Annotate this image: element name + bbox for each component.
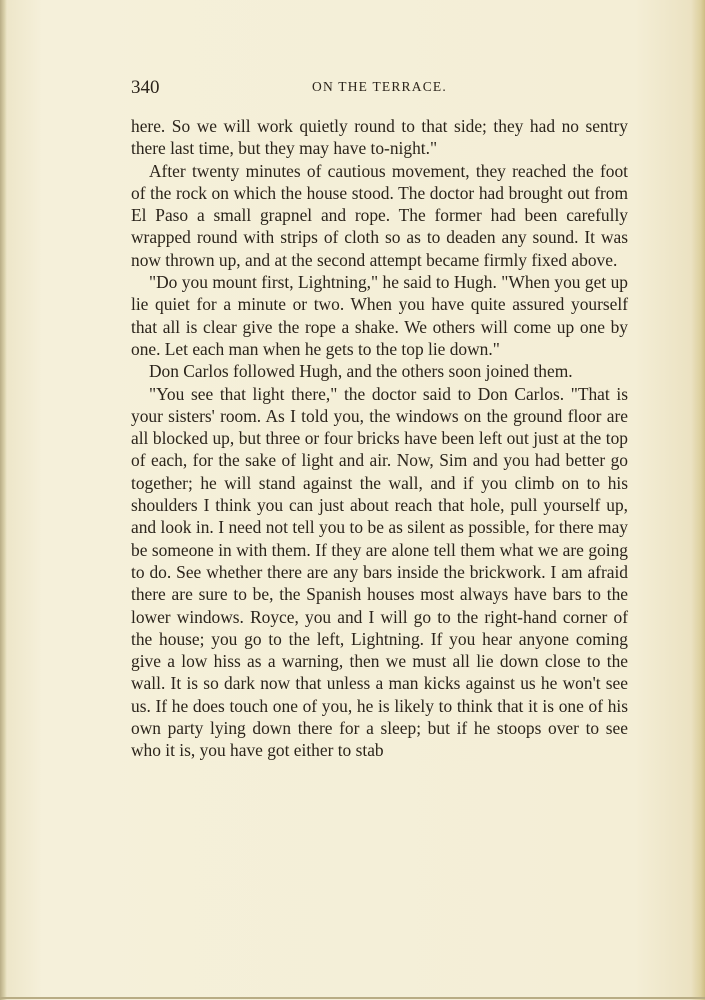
paragraph: Don Carlos followed Hugh, and the others soon joined them. — [149, 361, 573, 382]
body-text — [131, 115, 628, 762]
paragraph: "Do you mount first, Lightning," he said to Hugh. "When you get up lie quiet for a minute or two. When you have quite assured yourself that all is clear give the rope a shake. We others will come up one by one. Let each man when he gets to the top lie down." — [131, 272, 628, 359]
running-head: ON THE TERRACE. — [312, 79, 447, 94]
paragraph: "You see that light there," the doctor said to Don Carlos. "That is your sisters' room. As I told you, the windows on the ground floor are all blocked up, but three or four bricks have been left out just at the top of each, for the sake of light and air. Now, Sim and you had better go together; he will stand against the wall, and if you climb on to his shoulders I think you can just about reach that hole, pull yourself up, and look in. I need not tell you to be as silent as possible, for there may be someone in with them. If they are alone tell them what we are going to do. See whether there are any bars inside the brickwork. I am afraid there are sure to be, the Spanish houses most always have bars to the lower windows. Royce, you and I will go to the right-hand corner of the house; you go to the left, Lightning. If you hear anyone coming give a low hiss as a warning, then we must all lie down close to the wall. It is so dark now that unless a man kicks against us he won't see us. If he does touch one of you, he is likely to think that it is one of his own party lying down there for a sleep; but if he stoops over to see who it is, you have got either to stab — [131, 383, 628, 761]
page-left-edge — [0, 0, 7, 1000]
page-header — [131, 77, 628, 101]
page-right-edge — [691, 0, 705, 1000]
page-number: 340 — [131, 77, 160, 98]
paragraph: here. So we will work quietly round to that side; they had no sentry there last time, but they may have to-night." — [131, 116, 628, 159]
paragraph: After twenty minutes of cautious movement, they reached the foot of the rock on which the house stood. The doctor had brought out from El Paso a small grapnel and rope. The former had been carefully wrapped round with strips of cloth so as to deaden any sound. It was now thrown up, and at the second attempt became firmly fixed above. — [131, 160, 628, 270]
page-bottom-edge — [0, 997, 705, 999]
